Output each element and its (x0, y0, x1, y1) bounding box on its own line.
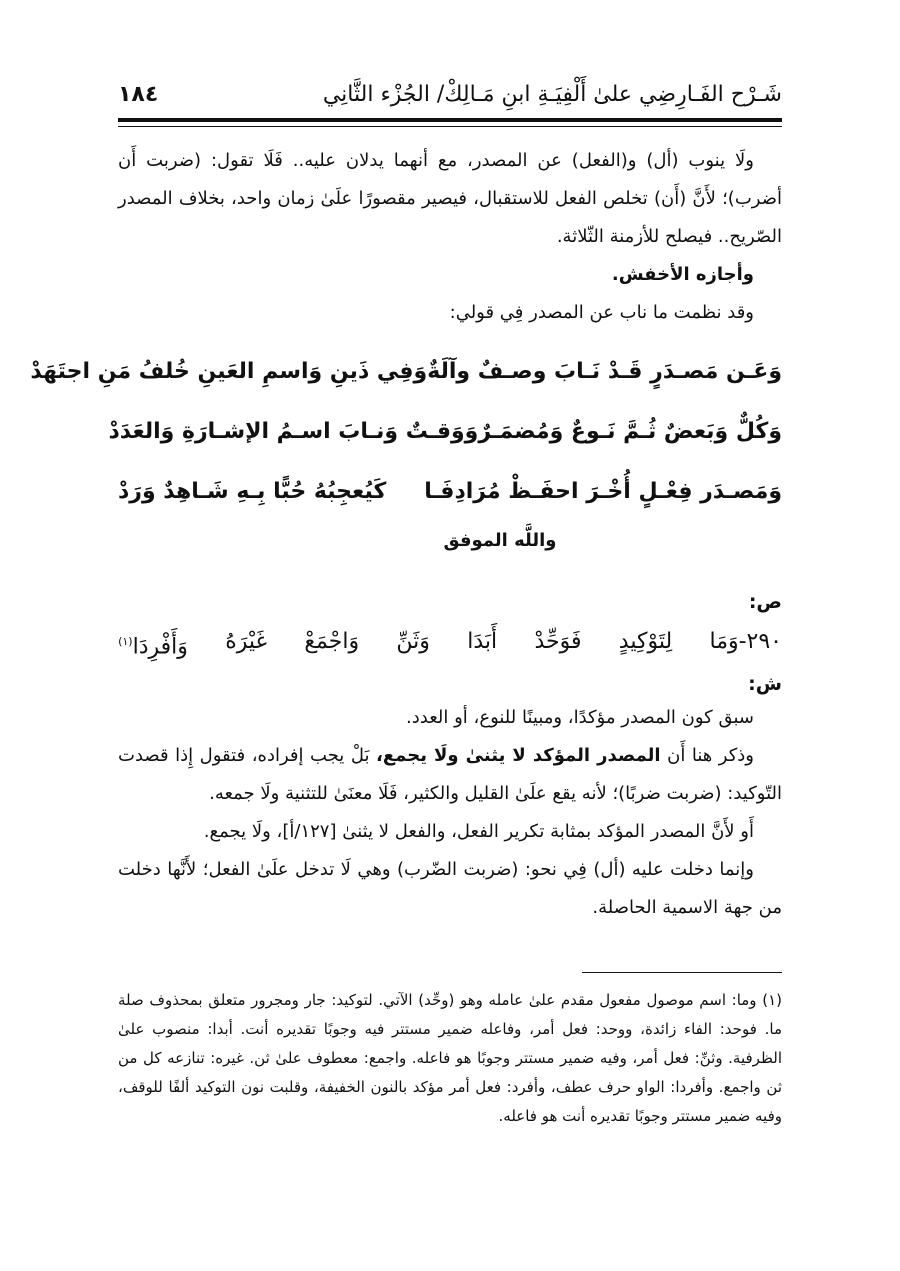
page-number: ١٨٤ (118, 82, 159, 107)
verse-hemistich-first: وَعَـن مَصـدَرٍ قَـدْ نَـابَ وصـفٌ وآلَةٌ (427, 359, 782, 384)
paragraph-3: وقد نظمت ما ناب عن المصدر فِي قولي: (449, 302, 754, 323)
paragraph-5-lead: وذكر هنا أَن (667, 745, 754, 767)
verse-word: أَبَدَا (467, 629, 498, 654)
verse-word: ٢٩٠-وَمَا (709, 629, 782, 654)
main-text (30, 142, 782, 927)
verse-line (118, 462, 782, 522)
paragraph-4: سبق كون المصدر مؤكدًا، ومبينًا للنوع، أو العدد. (406, 707, 754, 729)
header-title: شَـرْح الفَـارِضِي علىٰ أَلْفِيَـةِ ابنِ مَـالِكْ/ الجُزْء الثَّانِي (322, 82, 782, 107)
section-label-shin: ش: (748, 673, 782, 696)
alfiyya-verse (118, 620, 782, 669)
verse-word-text: وَأَفْرِدَا (132, 634, 188, 660)
footnote-marker[interactable]: (١) (118, 635, 133, 648)
paragraph-6: أَو لأَنَّ المصدر المؤكد بمثابة تكرير الفعل، والفعل لا يثنىٰ [١٢٧/أ]، ولَا يجمع. (203, 821, 754, 843)
running-header (118, 74, 782, 114)
verse-word: لِتَوْكِيدٍ (618, 629, 673, 654)
verse-line (108, 402, 782, 462)
verse-word (118, 620, 188, 669)
paragraph-7: وإنما دخلت عليه (أل) فِي نحو: (ضربت الضّرب) وهي لَا تدخل علَىٰ الفعل؛ لأَنَّها دخلت من جهة الاسمية الحاصلة. (118, 859, 782, 919)
paragraph-5-emphasis: المصدر المؤكد لا يثنىٰ ولَا يجمع، (376, 745, 661, 767)
header-rule-thin (118, 126, 782, 127)
verse-hemistich-second: وَوَقـتٌ وَنـابَ اسـمُ الإشـارَةِ وَالعَدَدْ (108, 419, 479, 444)
verse-hemistich-first: وَكُلٌّ وَبَعضٌ ثُـمَّ نَـوعٌ وَمُضمَـرٌ (478, 419, 782, 444)
paragraph-5 (118, 737, 782, 813)
verse-word: وَثَنِّ (396, 629, 430, 654)
header-rule-thick (118, 118, 782, 122)
paragraph-5-rest: بَلْ يجب إفراده، فتقول إِذا قصدت التّوكيد: (ضربت ضربًا)؛ لأنه يقع علَىٰ القليل والكثير، فَلَا معنَىٰ للتثنية ولَا جمعه. (118, 745, 782, 805)
verse-hemistich-second: وَفِي ذَينِ وَاسمِ العَينِ خُلفُ مَنِ اجتَهَدْ (30, 359, 428, 384)
verse-word: فَوَحِّدْ (534, 629, 582, 654)
footnote-divider (582, 972, 782, 973)
paragraph-2: وأجازه الأخفش. (611, 264, 754, 285)
verse-hemistich-first: وَمَصـدَر فِعْـلٍ أُخْـرَ احفَـظْ مُرَادِفَـا (424, 479, 782, 504)
verse-line (30, 342, 782, 402)
verse-hemistich-second: كَيُعجِبُهُ حُبًّا بِـهِ شَـاهِدٌ وَرَدْ (118, 479, 387, 504)
verse-word: وَاجْمَعْ (304, 629, 360, 654)
closing-phrase: واللَّه الموفق (443, 530, 557, 551)
verse-block (30, 342, 782, 522)
footnote: (١) وما: اسم موصول مفعول مقدم علىٰ عامله وهو (وحِّد) الآتي. لتوكيد: جار ومجرور متعلق بمحذوف صلة ما. فوحد: الفاء زائدة، ووحد: فعل أمر، وفاعله ضمير مستتر فيه وجوبًا تقديره أنت. أبدا: منصوب علىٰ الظرفية. وثنِّ: فعل أمر، وفيه ضمير مستتر وجوبًا هو فاعله. واجمع: معطوف علىٰ ثن. غيره: تنازعه كل من ثن واجمع. وأفردا: الواو حرف عطف، وأفرد: فعل أمر مؤكد بالنون الخفيفة، وقلبت نون التوكيد ألفًا للوقف، وفيه ضمير مستتر وجوبًا تقديره أنت هو فاعله. (118, 991, 782, 1125)
paragraph-1: ولَا ينوب (أل) و(الفعل) عن المصدر، مع أنهما يدلان عليه.. فَلَا تقول: (ضربت أَن أضرب)؛ لأَنَّ (أَن) تخلص الفعل للاستقبال، فيصير مقصورًا علَىٰ زمان واحد، بخلاف المصدر الصّريح.. فيصلح للأزمنة الثّلاثة. (118, 150, 782, 247)
verse-word: غَيْرَهُ (225, 629, 268, 654)
section-label-sad: ص: (748, 591, 782, 613)
